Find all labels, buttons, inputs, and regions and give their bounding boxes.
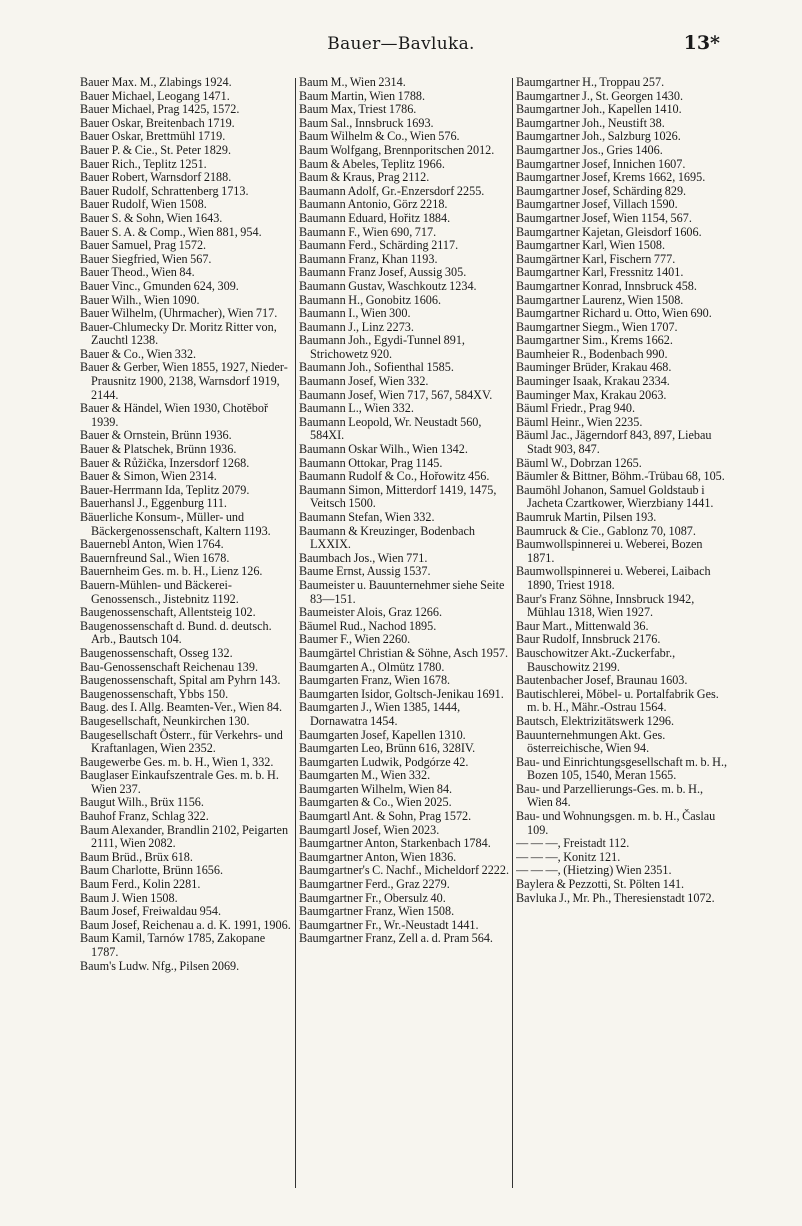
directory-entry: Baumwollspinnerei u. Weberei, Laibach 1890, Triest 1918. [516, 564, 711, 592]
directory-entry: Bauer & Händel, Wien 1930, Chotěboř 1939. [80, 401, 269, 429]
directory-entry: Bauer S. & Sohn, Wien 1643. [80, 210, 223, 225]
directory-entry: Bauer & Co., Wien 332. [80, 346, 197, 361]
directory-entry: Bauer & Simon, Wien 2314. [80, 469, 217, 484]
directory-entry: Bäuml W., Dobrzan 1265. [516, 455, 642, 470]
directory-entry: Bauer Siegfried, Wien 567. [80, 251, 212, 266]
directory-entry: Baumann & Kreuzinger, Bodenbach LXXIX. [299, 523, 476, 552]
directory-entry: Baumann J., Linz 2273. [299, 319, 414, 334]
directory-entry: Baumann Rudolf & Co., Hořowitz 456. [299, 469, 490, 484]
directory-entry: Baumann Ferd., Schärding 2117. [299, 238, 459, 253]
directory-entry: Bauminger Max, Krakau 2063. [516, 387, 667, 402]
directory-entry: Baumann I., Wien 300. [299, 306, 411, 321]
directory-entry: Bauminger Brüder, Krakau 468. [516, 360, 672, 375]
directory-entry: Baumann Franz, Khan 1193. [299, 251, 438, 266]
directory-entry: Baumann Simon, Mitterdorf 1419, 1475, Veitsch 1500. [299, 482, 497, 511]
directory-entry: Baumgartner Sim., Krems 1662. [516, 333, 673, 348]
directory-entry: Baumer F., Wien 2260. [299, 632, 411, 647]
directory-entry: Bäumel Rud., Nachod 1895. [299, 618, 437, 633]
directory-entry: Baum Wilhelm & Co., Wien 576. [299, 129, 460, 144]
directory-entry: Bäuml Heinr., Wien 2235. [516, 414, 643, 429]
directory-entry: Baumgartner Richard u. Otto, Wien 690. [516, 306, 712, 321]
directory-entry: Bautsch, Elektrizitätswerk 1296. [516, 713, 675, 728]
directory-entry: Baume Ernst, Aussig 1537. [299, 564, 431, 579]
directory-entry: Baumann Josef, Wien 717, 567, 584XV. [299, 387, 493, 402]
directory-entry: Bauer-Herrmann Ida, Teplitz 2079. [80, 482, 250, 497]
directory-entry: Baumeister u. Bauunternehmer siehe Seite 83—151. [299, 577, 505, 606]
directory-entry: Baum Brüd., Brüx 618. [80, 849, 193, 864]
directory-entry: Baumgartner Anton, Starkenbach 1784. [299, 836, 491, 851]
directory-entry: Baumruk Martin, Pilsen 193. [516, 510, 657, 524]
directory-entry: Bauer & Růžička, Inzersdorf 1268. [80, 455, 250, 470]
directory-entry: Baumgartner Laurenz, Wien 1508. [516, 292, 684, 307]
directory-entry: Bäuerliche Konsum-, Müller- und Bäckergenossenschaft, Kaltern 1193. [80, 510, 271, 538]
directory-entry: Bauer Max. M., Zlabings 1924. [80, 76, 232, 89]
directory-entry: Baumgartner Karl, Fressnitz 1401. [516, 265, 684, 280]
directory-entry: — — —, Freistadt 112. [516, 836, 630, 851]
directory-entry: Bauglaser Einkaufszentrale Ges. m. b. H. Wien 237. [80, 768, 279, 796]
directory-entry: Baumgartner Josef, Schärding 829. [516, 183, 687, 198]
directory-entry: — — —, (Hietzing) Wien 2351. [516, 863, 672, 878]
directory-entry: Bauernfreund Sal., Wien 1678. [80, 550, 230, 565]
directory-entry: Baumgartner's C. Nachf., Micheldorf 2222. [299, 863, 510, 878]
directory-entry: Baugenossenschaft, Spital am Pyhrn 143. [80, 673, 281, 688]
directory-entry: Bauer P. & Cie., St. Peter 1829. [80, 142, 232, 157]
directory-entry: Baugenossenschaft d. Bund. d. deutsch. Arb., Bautsch 104. [80, 618, 272, 647]
directory-entry: Baumann Leopold, Wr. Neustadt 560, 584XI. [299, 414, 482, 443]
directory-entry: Bauer Robert, Warnsdorf 2188. [80, 170, 232, 185]
directory-entry: Baumgarten & Co., Wien 2025. [299, 795, 452, 810]
directory-entry: Baumann Eduard, Hořitz 1884. [299, 210, 451, 225]
directory-entry: Baumgartner J., St. Georgen 1430. [516, 88, 684, 103]
directory-entry: Bauer Rudolf, Wien 1508. [80, 197, 207, 212]
directory-entry: Bauer & Gerber, Wien 1855, 1927, Nieder-Prausnitz 1900, 2138, Warnsdorf 1919, 2144. [80, 360, 288, 402]
column-1 [80, 76, 292, 1206]
directory-columns [80, 76, 726, 1206]
directory-entry: Bau- und Wohnungsgen. m. b. H., Časlau 109. [516, 809, 716, 837]
directory-entry: Bautenbacher Josef, Braunau 1603. [516, 673, 688, 688]
directory-entry: Baugewerbe Ges. m. b. H., Wien 1, 332. [80, 754, 274, 769]
directory-entry: Baumgartner Josef, Wien 1154, 567. [516, 210, 692, 225]
directory-entry: Bau-Genossenschaft Reichenau 139. [80, 659, 259, 674]
directory-entry: Baumgartner Jos., Gries 1406. [516, 142, 663, 157]
directory-entry: Baumgartner Kajetan, Gleisdorf 1606. [516, 224, 702, 239]
column-divider [512, 78, 513, 1188]
directory-entry: Baumann Antonio, Görz 2218. [299, 197, 448, 212]
directory-entry: Baugut Wilh., Brüx 1156. [80, 795, 204, 810]
directory-entry: Baumgartner Joh., Salzburg 1026. [516, 129, 681, 144]
directory-entry: Baumann Ottokar, Prag 1145. [299, 455, 443, 470]
directory-entry: Baumgarten Ludwik, Podgórze 42. [299, 754, 469, 769]
directory-entry: Baugenossenschaft, Allentsteig 102. [80, 605, 256, 620]
directory-entry: Baum's Ludw. Nfg., Pilsen 2069. [80, 958, 240, 973]
directory-entry: Baumgartner H., Troppau 257. [516, 76, 665, 89]
directory-entry: Bauer-Chlumecky Dr. Moritz Ritter von, Zauchtl 1238. [80, 319, 277, 348]
directory-entry: Baumann H., Gonobitz 1606. [299, 292, 442, 307]
directory-entry: Baumann Joh., Sofienthal 1585. [299, 360, 454, 375]
page-number: 13* [683, 32, 720, 54]
directory-entry: Bauer & Ornstein, Brünn 1936. [80, 428, 232, 443]
directory-entry: Baumöhl Johanon, Samuel Goldstaub i Jacheta Czartkower, Wierzbiany 1441. [516, 482, 714, 511]
directory-entry: Baumann Gustav, Waschkoutz 1234. [299, 278, 477, 293]
directory-entry: Bauernebl Anton, Wien 1764. [80, 537, 224, 552]
page-header [0, 32, 802, 62]
directory-entry: Baumbach Jos., Wien 771. [299, 550, 428, 565]
directory-entry: Baumgartner Franz, Zell a. d. Pram 564. [299, 931, 493, 946]
directory-entry: Baum & Kraus, Prag 2112. [299, 170, 430, 185]
directory-entry: Baugenossenschaft, Ybbs 150. [80, 686, 229, 701]
directory-entry: Baumgartner Josef, Villach 1590. [516, 197, 678, 212]
directory-entry: Baumgärtel Christian & Söhne, Asch 1957. [299, 645, 509, 660]
directory-entry: Baumgarten A., Olmütz 1780. [299, 659, 445, 674]
directory-entry: Bäuml Friedr., Prag 940. [516, 401, 636, 416]
directory-entry: Bauer Samuel, Prag 1572. [80, 238, 207, 253]
directory-entry: Baur Rudolf, Innsbruck 2176. [516, 632, 661, 647]
directory-entry: Baum Kamil, Tarnów 1785, Zakopane 1787. [80, 931, 266, 959]
directory-entry: Baumgarten Isidor, Goltsch-Jenikau 1691. [299, 686, 504, 701]
directory-entry: Bau- und Einrichtungsgesellschaft m. b. H., Bozen 105, 1540, Meran 1565. [516, 754, 728, 783]
directory-entry: Bauunternehmungen Akt. Ges. österreichische, Wien 94. [516, 727, 666, 756]
directory-entry: Baumeister Alois, Graz 1266. [299, 605, 443, 620]
directory-entry: Bauer Rich., Teplitz 1251. [80, 156, 207, 171]
directory-entry: Baumgartner Konrad, Innsbruck 458. [516, 278, 697, 293]
directory-entry: Baumann L., Wien 332. [299, 401, 414, 416]
directory-entry: Bau- und Parzellierungs-Ges. m. b. H., Wien 84. [516, 781, 704, 810]
directory-entry: Baumgarten Franz, Wien 1678. [299, 673, 451, 688]
directory-entry: Baumgartner Josef, Innichen 1607. [516, 156, 686, 171]
directory-entry: Bauer Michael, Leogang 1471. [80, 88, 230, 103]
directory-entry: Baum Josef, Freiwaldau 954. [80, 904, 222, 919]
directory-entry: Baum Josef, Reichenau a. d. K. 1991, 1906. [80, 917, 291, 932]
directory-entry: Baur's Franz Söhne, Innsbruck 1942, Mühlau 1318, Wien 1927. [516, 591, 695, 620]
directory-entry: Bauer S. A. & Comp., Wien 881, 954. [80, 224, 262, 239]
directory-entry: Baum J. Wien 1508. [80, 890, 178, 905]
directory-entry: Baumgartner Siegm., Wien 1707. [516, 319, 678, 334]
directory-entry: Baum Ferd., Kolin 2281. [80, 877, 201, 892]
directory-entry: Baumruck & Cie., Gablonz 70, 1087. [516, 523, 696, 538]
directory-entry: Baum Sal., Innsbruck 1693. [299, 115, 434, 130]
directory-entry: Bauer Vinc., Gmunden 624, 309. [80, 278, 239, 293]
directory-entry: Bauer Oskar, Brettmühl 1719. [80, 129, 226, 144]
directory-entry: Baumann F., Wien 690, 717. [299, 224, 437, 239]
directory-entry: Bäumler & Bittner, Böhm.-Trübau 68, 105. [516, 469, 725, 484]
column-divider [295, 78, 296, 1188]
directory-entry: Bauer & Platschek, Brünn 1936. [80, 442, 237, 457]
directory-entry: Bauschowitzer Akt.-Zuckerfabr., Bauschowitz 2199. [516, 645, 676, 674]
directory-entry: Bauer Wilhelm, (Uhrmacher), Wien 717. [80, 306, 278, 321]
directory-entry: Baumann Adolf, Gr.-Enzersdorf 2255. [299, 183, 485, 198]
directory-entry: Baur Mart., Mittenwald 36. [516, 618, 649, 633]
directory-entry: Baumgartner Franz, Wien 1508. [299, 904, 455, 919]
directory-entry: Baumann Joh., Egydi-Tunnel 891, Strichowetz 920. [299, 333, 465, 361]
directory-entry: Bauminger Isaak, Krakau 2334. [516, 374, 670, 389]
directory-entry: Baumgärtner Karl, Fischern 777. [516, 251, 676, 266]
directory-entry: Bauer Rudolf, Schrattenberg 1713. [80, 183, 249, 198]
directory-entry: Bauhof Franz, Schlag 322. [80, 809, 209, 824]
directory-entry: Baumheier R., Bodenbach 990. [516, 346, 668, 361]
directory-entry: Baumann Stefan, Wien 332. [299, 510, 435, 524]
directory-entry: Baumgarten Leo, Brünn 616, 328IV. [299, 741, 476, 756]
directory-entry: Baylera & Pezzotti, St. Pölten 141. [516, 877, 685, 892]
directory-entry: Baumwollspinnerei u. Weberei, Bozen 1871. [516, 537, 703, 565]
directory-entry: Baumgartner Karl, Wien 1508. [516, 238, 666, 253]
directory-entry: Bauern-Mühlen- und Bäckerei-Genossensch., Jistebnitz 1192. [80, 577, 239, 606]
directory-entry: Baumgarten Wilhelm, Wien 84. [299, 781, 453, 796]
directory-entry: Baumgarten M., Wien 332. [299, 768, 431, 783]
directory-entry: Bauer Theod., Wien 84. [80, 265, 195, 280]
column-2 [299, 76, 511, 1206]
directory-entry: Baumgartl Ant. & Sohn, Prag 1572. [299, 809, 472, 824]
directory-entry: Baumgarten Josef, Kapellen 1310. [299, 727, 466, 742]
directory-entry: Bauer Michael, Prag 1425, 1572. [80, 102, 240, 117]
directory-entry: Baugesellschaft Österr., für Verkehrs- und Kraftanlagen, Wien 2352. [80, 727, 283, 756]
directory-entry: Baugesellschaft, Neunkirchen 130. [80, 713, 250, 728]
directory-entry: Bäuml Jac., Jägerndorf 843, 897, Liebau Stadt 903, 847. [516, 428, 712, 457]
directory-entry: Baugenossenschaft, Osseg 132. [80, 645, 233, 660]
page-title: Bauer—Bavluka. [327, 34, 475, 54]
directory-entry: Baumgartner Josef, Krems 1662, 1695. [516, 170, 706, 185]
directory-entry: Baumgartner Joh., Neustift 38. [516, 115, 665, 130]
directory-entry: Baumgartl Josef, Wien 2023. [299, 822, 440, 837]
directory-entry: Baumgartner Ferd., Graz 2279. [299, 877, 450, 892]
directory-entry: Bautischlerei, Möbel- u. Portalfabrik Ges. m. b. H., Mähr.-Ostrau 1564. [516, 686, 719, 715]
directory-entry: Bauer Oskar, Breitenbach 1719. [80, 115, 235, 130]
directory-entry: Baum & Abeles, Teplitz 1966. [299, 156, 445, 171]
directory-entry: Baum Max, Triest 1786. [299, 102, 417, 117]
directory-entry: Baum Alexander, Brandlin 2102, Peigarten 2111, Wien 2082. [80, 822, 289, 851]
directory-entry: Baum Martin, Wien 1788. [299, 88, 426, 103]
column-3 [516, 76, 728, 1206]
directory-entry: Bauer Wilh., Wien 1090. [80, 292, 200, 307]
directory-entry: Bauerhansl J., Eggenburg 111. [80, 496, 227, 511]
directory-entry: Baumann Josef, Wien 332. [299, 374, 429, 389]
directory-entry: Bauernheim Ges. m. b. H., Lienz 126. [80, 564, 263, 579]
directory-entry: Baumgartner Fr., Obersulz 40. [299, 890, 446, 905]
directory-entry: — — —, Konitz 121. [516, 849, 621, 864]
directory-entry: Baumgartner Fr., Wr.-Neustadt 1441. [299, 917, 479, 932]
directory-entry: Baumann Franz Josef, Aussig 305. [299, 265, 467, 280]
directory-entry: Baumgartner Joh., Kapellen 1410. [516, 102, 682, 117]
directory-entry: Bavluka J., Mr. Ph., Theresienstadt 1072. [516, 890, 715, 905]
directory-entry: Baug. des I. Allg. Beamten-Ver., Wien 84. [80, 700, 283, 715]
directory-entry: Baum M., Wien 2314. [299, 76, 406, 89]
directory-entry: Baumgartner Anton, Wien 1836. [299, 849, 457, 864]
directory-entry: Baum Charlotte, Brünn 1656. [80, 863, 224, 878]
directory-entry: Baum Wolfgang, Brennporitschen 2012. [299, 142, 495, 157]
directory-entry: Baumann Oskar Wilh., Wien 1342. [299, 442, 468, 457]
directory-entry: Baumgarten J., Wien 1385, 1444, Dornawatra 1454. [299, 700, 461, 728]
